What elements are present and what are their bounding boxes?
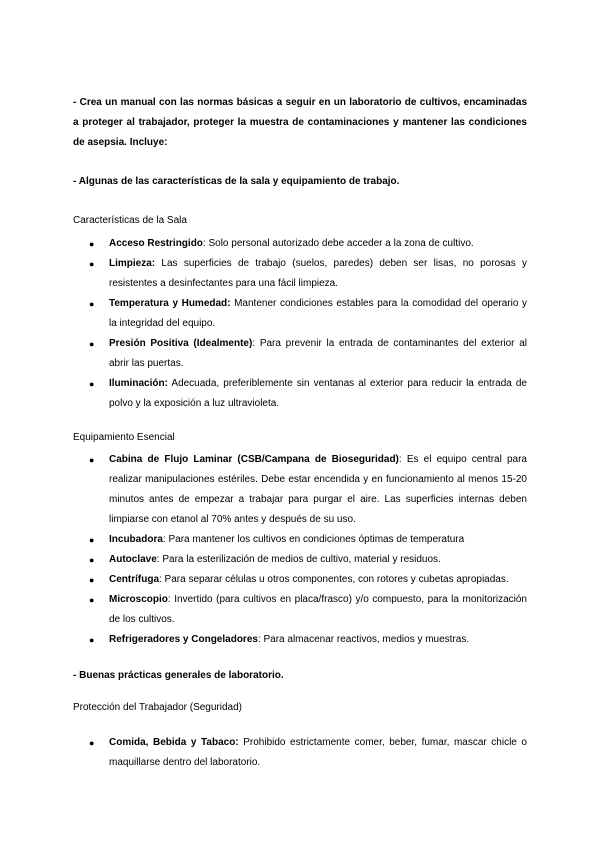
item-text: Adecuada, preferiblemente sin ventanas al exterior para reducir la entrada de polvo y la exposición a luz ultravioleta. <box>109 378 527 409</box>
subheading-proteccion: Protección del Trabajador (Seguridad) <box>73 702 242 713</box>
section-heading-characteristics: - Algunas de las características de la sala y equipamiento de trabajo. <box>73 176 400 187</box>
item-term: Autoclave <box>109 554 157 565</box>
bullet-icon: ● <box>89 535 95 545</box>
bullet-icon: ● <box>89 555 95 565</box>
item-term: Incubadora <box>109 534 163 545</box>
list-item <box>73 334 527 374</box>
item-term: Temperatura y Humedad: <box>109 298 231 309</box>
list-item <box>73 294 527 334</box>
bullet-icon: ● <box>89 299 95 309</box>
section-heading-good-practices: - Buenas prácticas generales de laboratorio. <box>73 670 284 681</box>
item-text: : Solo personal autorizado debe acceder a la zona de cultivo. <box>202 238 474 249</box>
item-text: : Para almacenar reactivos, medios y muestras. <box>257 634 470 645</box>
item-text: : Para la esterilización de medios de cultivo, material y residuos. <box>156 554 441 565</box>
list-item <box>73 530 527 550</box>
equipamiento-list <box>73 450 527 650</box>
item-term: Refrigeradores y Congeladores <box>109 634 258 645</box>
item-term: Centrífuga <box>109 574 159 585</box>
bullet-icon: ● <box>89 635 95 645</box>
item-term: Microscopio <box>109 594 168 605</box>
bullet-icon: ● <box>89 379 95 389</box>
list-item <box>73 590 527 630</box>
item-term: Iluminación: <box>109 378 168 389</box>
item-term: Presión Positiva (Idealmente) <box>109 338 253 349</box>
list-item <box>73 550 527 570</box>
item-text: Mantener condiciones estables para la comodidad del operario y la integridad del equipo. <box>109 298 528 329</box>
subheading-sala: Características de la Sala <box>73 215 187 226</box>
list-item <box>73 630 527 650</box>
item-term: Acceso Restringido <box>109 238 203 249</box>
bullet-icon: ● <box>89 738 95 748</box>
bullet-icon: ● <box>89 595 95 605</box>
list-item <box>73 374 527 414</box>
bullet-icon: ● <box>89 575 95 585</box>
item-text: : Para mantener los cultivos en condiciones óptimas de temperatura <box>162 534 465 545</box>
item-text: : Invertido (para cultivos en placa/frasco) y/o compuesto, para la monitorización de los cultivos. <box>109 594 527 625</box>
item-text: : Para prevenir la entrada de contaminantes del exterior al abrir las puertas. <box>109 338 527 369</box>
item-text: Prohibido estrictamente comer, beber, fumar, mascar chicle o maquillarse dentro del laboratorio. <box>109 737 527 768</box>
list-item <box>73 450 527 530</box>
bullet-icon: ● <box>89 239 95 249</box>
item-term: Comida, Bebida y Tabaco: <box>109 737 239 748</box>
proteccion-list <box>73 733 527 773</box>
item-term: Cabina de Flujo Laminar (CSB/Campana de Bioseguridad) <box>109 454 399 465</box>
subheading-equipamiento: Equipamiento Esencial <box>73 432 175 443</box>
item-term: Limpieza: <box>109 258 156 269</box>
bullet-icon: ● <box>89 455 95 465</box>
item-text: : Para separar células u otros componentes, con rotores y cubetas apropiadas. <box>159 574 509 585</box>
list-item <box>73 254 527 294</box>
list-item <box>73 733 527 773</box>
intro-paragraph: - Crea un manual con las normas básicas a seguir en un laboratorio de cultivos, encaminadas a proteger al trabajador, proteger la muestra de contaminaciones y mantener las condiciones de asepsia. Incluye: <box>73 97 527 148</box>
list-item <box>73 570 527 590</box>
sala-list <box>73 234 527 414</box>
bullet-icon: ● <box>89 339 95 349</box>
item-text: Las superficies de trabajo (suelos, paredes) deben ser lisas, no porosas y resistentes a desinfectantes para una fácil limpieza. <box>109 258 527 289</box>
bullet-icon: ● <box>89 259 95 269</box>
list-item <box>73 234 527 254</box>
item-text: : Es el equipo central para realizar manipulaciones estériles. Debe estar encendida y en funcionamiento al menos 15-20 minutos antes de empezar a trabajar para purgar el aire. Las superficies internas deben limpiarse con etanol al 70% antes y después de su uso. <box>109 454 527 525</box>
